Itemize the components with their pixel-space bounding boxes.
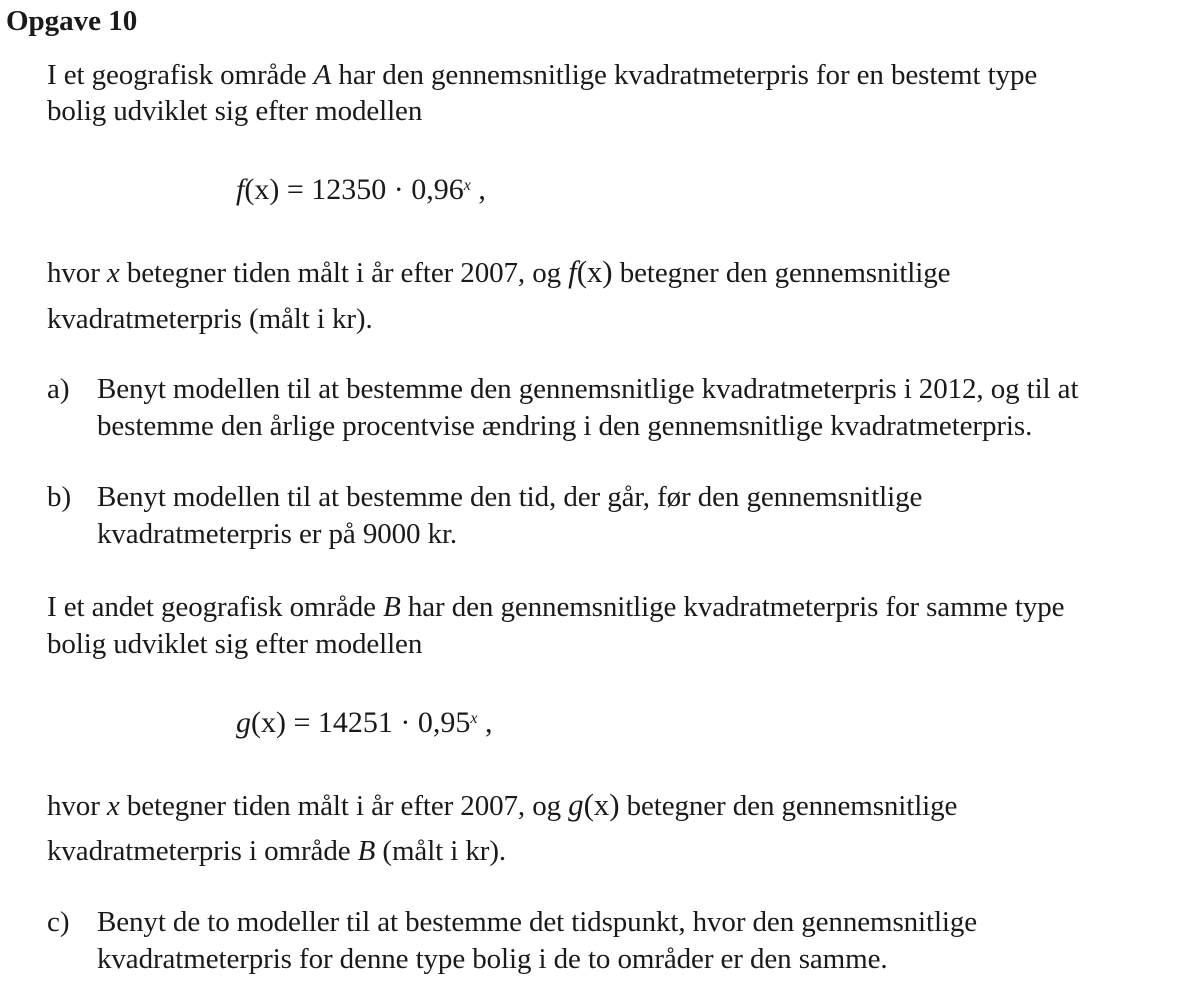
intro-b-line-2: bolig udviklet sig efter modellen: [47, 628, 423, 660]
explain-g-line2-post: (målt i kr).: [375, 835, 507, 867]
area-b-variable: B: [357, 835, 376, 867]
question-b-line-1: Benyt modellen til at bestemme den tid, der går, før den gennemsnitlige: [97, 481, 923, 513]
question-b-label: b): [47, 481, 72, 513]
intro-a-text-post: har den gennemsnitlige kvadratmeterpris for en bestemt type: [331, 59, 1038, 91]
formula-g: [236, 705, 493, 741]
explain-g-post: betegner den gennemsnitlige: [619, 790, 958, 822]
gx-g-arg: (x): [583, 787, 620, 822]
explain-f-line-1: [47, 255, 950, 290]
formula-f-tail: ,: [470, 173, 486, 206]
explain-g-pre: hvor: [47, 790, 107, 822]
formula-g-tail: ,: [477, 706, 493, 739]
explain-g-mid: betegner tiden målt i år efter 2007, og: [119, 790, 569, 822]
formula-f-rhs: = 12350 · 0,96: [279, 173, 464, 206]
exercise-title: Opgave 10: [6, 5, 138, 37]
intro-a-line-1: [47, 58, 1037, 92]
explain-f-line-2: kvadratmeterpris (målt i kr).: [47, 303, 373, 335]
variable-x: x: [106, 257, 120, 289]
intro-b-line-1: [47, 590, 1064, 624]
area-a-variable: A: [313, 59, 332, 91]
formula-g-name: g: [236, 706, 251, 739]
formula-g-arg: (x): [251, 706, 286, 739]
fx-f-arg: (x): [576, 254, 613, 289]
question-c-line-2: kvadratmeterpris for denne type bolig i de to områder er den samme.: [97, 943, 888, 975]
question-a-label: a): [47, 373, 70, 405]
gx-g-name: g: [568, 787, 584, 822]
explain-g-line2-pre: kvadratmeterpris i område: [47, 835, 358, 867]
formula-g-exponent: x: [470, 710, 478, 727]
area-b-variable: B: [383, 591, 401, 623]
question-c-line-1: Benyt de to modeller til at bestemme det tidspunkt, hvor den gennemsnitlige: [97, 906, 978, 938]
formula-f-arg: (x): [244, 173, 280, 206]
intro-a-text-pre: I et geografisk område: [47, 59, 314, 91]
question-a-line-1: Benyt modellen til at bestemme den gennemsnitlige kvadratmeterpris i 2012, og til at: [97, 373, 1079, 405]
intro-b-text-post: har den gennemsnitlige kvadratmeterpris for samme type: [400, 591, 1065, 623]
question-a-line-2: bestemme den årlige procentvise ændring i den gennemsnitlige kvadratmeterpris.: [97, 410, 1033, 442]
intro-b-text-pre: I et andet geografisk område: [47, 591, 384, 623]
formula-f-name: f: [236, 173, 245, 206]
formula-f: [236, 172, 486, 208]
intro-a-line-2: bolig udviklet sig efter modellen: [47, 95, 423, 127]
formula-f-exponent: x: [463, 177, 471, 194]
question-b-line-2: kvadratmeterpris er på 9000 kr.: [97, 518, 458, 550]
question-c-label: c): [47, 906, 70, 938]
formula-g-rhs: = 14251 · 0,95: [285, 706, 471, 739]
explain-f-mid: betegner tiden målt i år efter 2007, og: [119, 257, 569, 289]
explain-g-line-1: [47, 788, 957, 823]
variable-x: x: [106, 790, 120, 822]
fx-f-name: f: [568, 254, 577, 289]
explain-f-post: betegner den gennemsnitlige: [612, 257, 951, 289]
explain-f-pre: hvor: [47, 257, 107, 289]
explain-g-line-2: [47, 834, 506, 868]
